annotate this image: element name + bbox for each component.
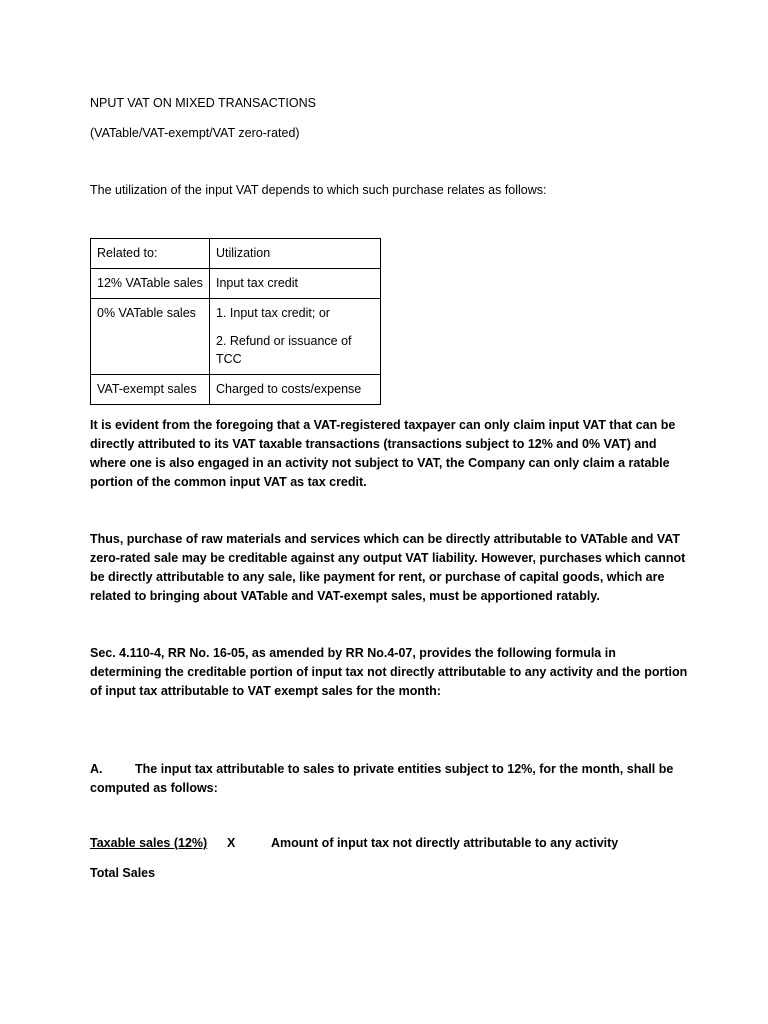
table-cell-utilization: Input tax credit <box>210 269 381 299</box>
intro-paragraph: The utilization of the input VAT depends to which such purchase relates as follows: <box>90 183 547 197</box>
table-header-cell: Related to: <box>91 239 210 269</box>
formula-numerator: Taxable sales (12%) <box>90 836 208 850</box>
table-cell-utilization <box>210 299 381 375</box>
utilization-table <box>90 238 381 405</box>
table-row <box>91 299 381 375</box>
paragraph-evident: It is evident from the foregoing that a VAT-registered taxpayer can only claim input VAT that can be directly attributed to its VAT taxable transactions (transactions subject to 12% and 0% VAT) and where one is also engaged in an activity not subject to VAT, the Company can only claim a ratable portion of the common input VAT as tax credit. <box>90 418 676 489</box>
document-subtitle: (VATable/VAT-exempt/VAT zero-rated) <box>90 126 300 140</box>
table-header-cell: Utilization <box>210 239 381 269</box>
document-title: NPUT VAT ON MIXED TRANSACTIONS <box>90 96 316 110</box>
table-row <box>91 375 381 405</box>
table-cell-related: VAT-exempt sales <box>91 375 210 405</box>
table-row <box>91 269 381 299</box>
formula-line <box>90 836 730 856</box>
utilization-line: 2. Refund or issuance of TCC <box>216 334 352 366</box>
section-a-text: The input tax attributable to sales to private entities subject to 12%, for the month, shall be computed as follows: <box>90 762 674 795</box>
formula-denominator: Total Sales <box>90 866 156 880</box>
section-a <box>90 760 690 800</box>
utilization-line: 1. Input tax credit; or <box>216 306 330 320</box>
table-cell-utilization: Charged to costs/expense <box>210 375 381 405</box>
formula-amount: Amount of input tax not directly attributable to any activity <box>271 836 619 850</box>
table-cell-related: 0% VATable sales <box>91 299 210 375</box>
paragraph-thus: Thus, purchase of raw materials and services which can be directly attributable to VATable and VAT zero-rated sale may be creditable against any output VAT liability. However, purchases which cannot be directly attributable to any sale, like payment for rent, or purchase of capital goods, which are related to bringing about VATable and VAT-exempt sales, must be apportioned ratably. <box>90 532 686 603</box>
formula-operator: X <box>227 836 236 850</box>
table-cell-related: 12% VATable sales <box>91 269 210 299</box>
section-a-letter: A. <box>90 762 103 776</box>
paragraph-section-reference: Sec. 4.110-4, RR No. 16-05, as amended by RR No.4-07, provides the following formula in determining the creditable portion of input tax not directly attributable to any activity and the portion of input tax attributable to VAT exempt sales for the month: <box>90 646 688 698</box>
table-header-row <box>91 239 381 269</box>
